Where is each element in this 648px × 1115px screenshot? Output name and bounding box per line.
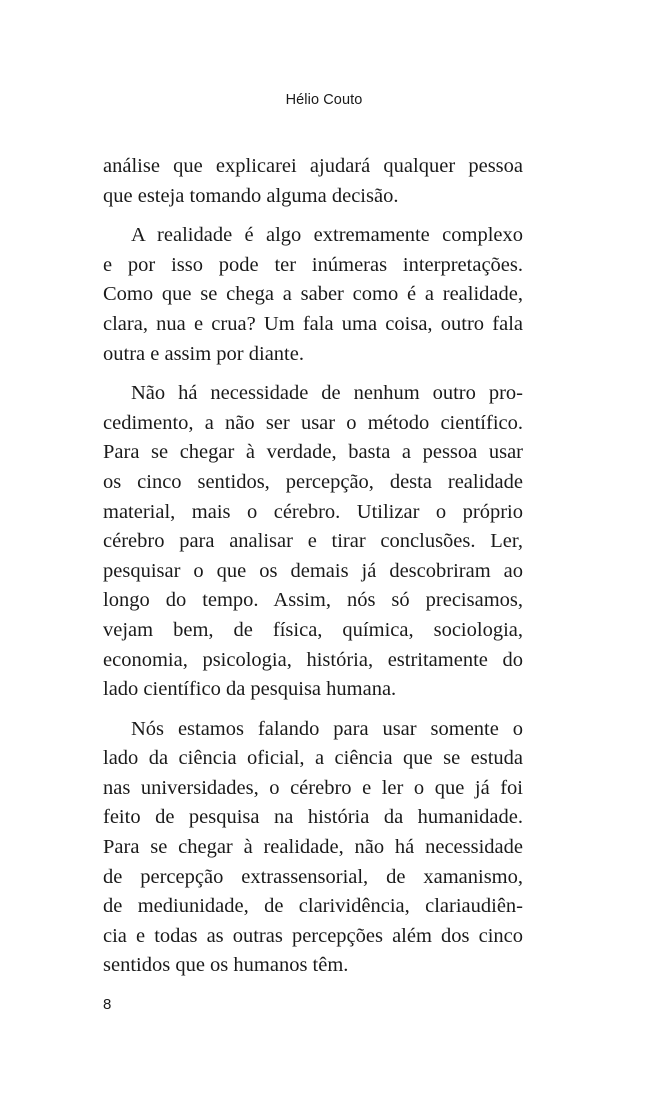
page-number: 8 [103, 996, 112, 1013]
text-line: análise que explicarei ajudará qualquer pessoa [103, 155, 523, 177]
paragraph-2 [103, 221, 523, 369]
text-line: clara, nua e crua? Um fala uma coisa, outro fala [103, 312, 523, 335]
text-line: lado da ciência oficial, a ciência que se estuda [103, 747, 523, 770]
text-line: Para se chegar à verdade, basta a pessoa usar [103, 441, 523, 464]
paragraph-1 [103, 152, 523, 211]
text-line: material, mais o cérebro. Utilizar o próprio [103, 500, 523, 523]
text-line: pesquisar o que os demais já descobriram ao [103, 559, 523, 582]
paragraph-3 [103, 379, 523, 705]
text-line: sentidos que os humanos têm. [103, 954, 349, 977]
text-line: economia, psicologia, história, estritamente do [103, 648, 523, 671]
text-line: A realidade é algo extremamente complexo [131, 224, 523, 247]
text-line: os cinco sentidos, percepção, desta realidade [103, 470, 523, 493]
text-line: vejam bem, de física, química, sociologia, [103, 618, 523, 641]
text-line: Não há necessidade de nenhum outro pro- [131, 382, 523, 405]
running-head: Hélio Couto [285, 92, 363, 108]
text-line: outra e assim por diante. [103, 342, 304, 365]
text-line: feito de pesquisa na história da humanidade. [103, 806, 523, 829]
body-text [103, 152, 523, 981]
text-line: de mediunidade, de clarividência, clariaudiên- [103, 895, 523, 918]
paragraph-4 [103, 715, 523, 981]
text-line: Como que se chega a saber como é a realidade, [103, 283, 523, 306]
text-line: longo do tempo. Assim, nós só precisamos, [103, 589, 523, 612]
text-line: que esteja tomando alguma decisão. [103, 184, 399, 207]
text-line: nas universidades, o cérebro e ler o que já foi [103, 776, 523, 799]
text-line: cia e todas as outras percepções além dos cinco [103, 924, 523, 947]
text-line: de percepção extrassensorial, de xamanismo, [103, 865, 523, 888]
text-line: cérebro para analisar e tirar conclusões. Ler, [103, 530, 523, 553]
text-line: Para se chegar à realidade, não há necessidade [103, 836, 523, 859]
text-line: e por isso pode ter inúmeras interpretações. [103, 253, 523, 276]
text-line: Nós estamos falando para usar somente o [131, 717, 523, 740]
text-line: lado científico da pesquisa humana. [103, 678, 397, 701]
text-line: cedimento, a não ser usar o método científico. [103, 411, 523, 434]
